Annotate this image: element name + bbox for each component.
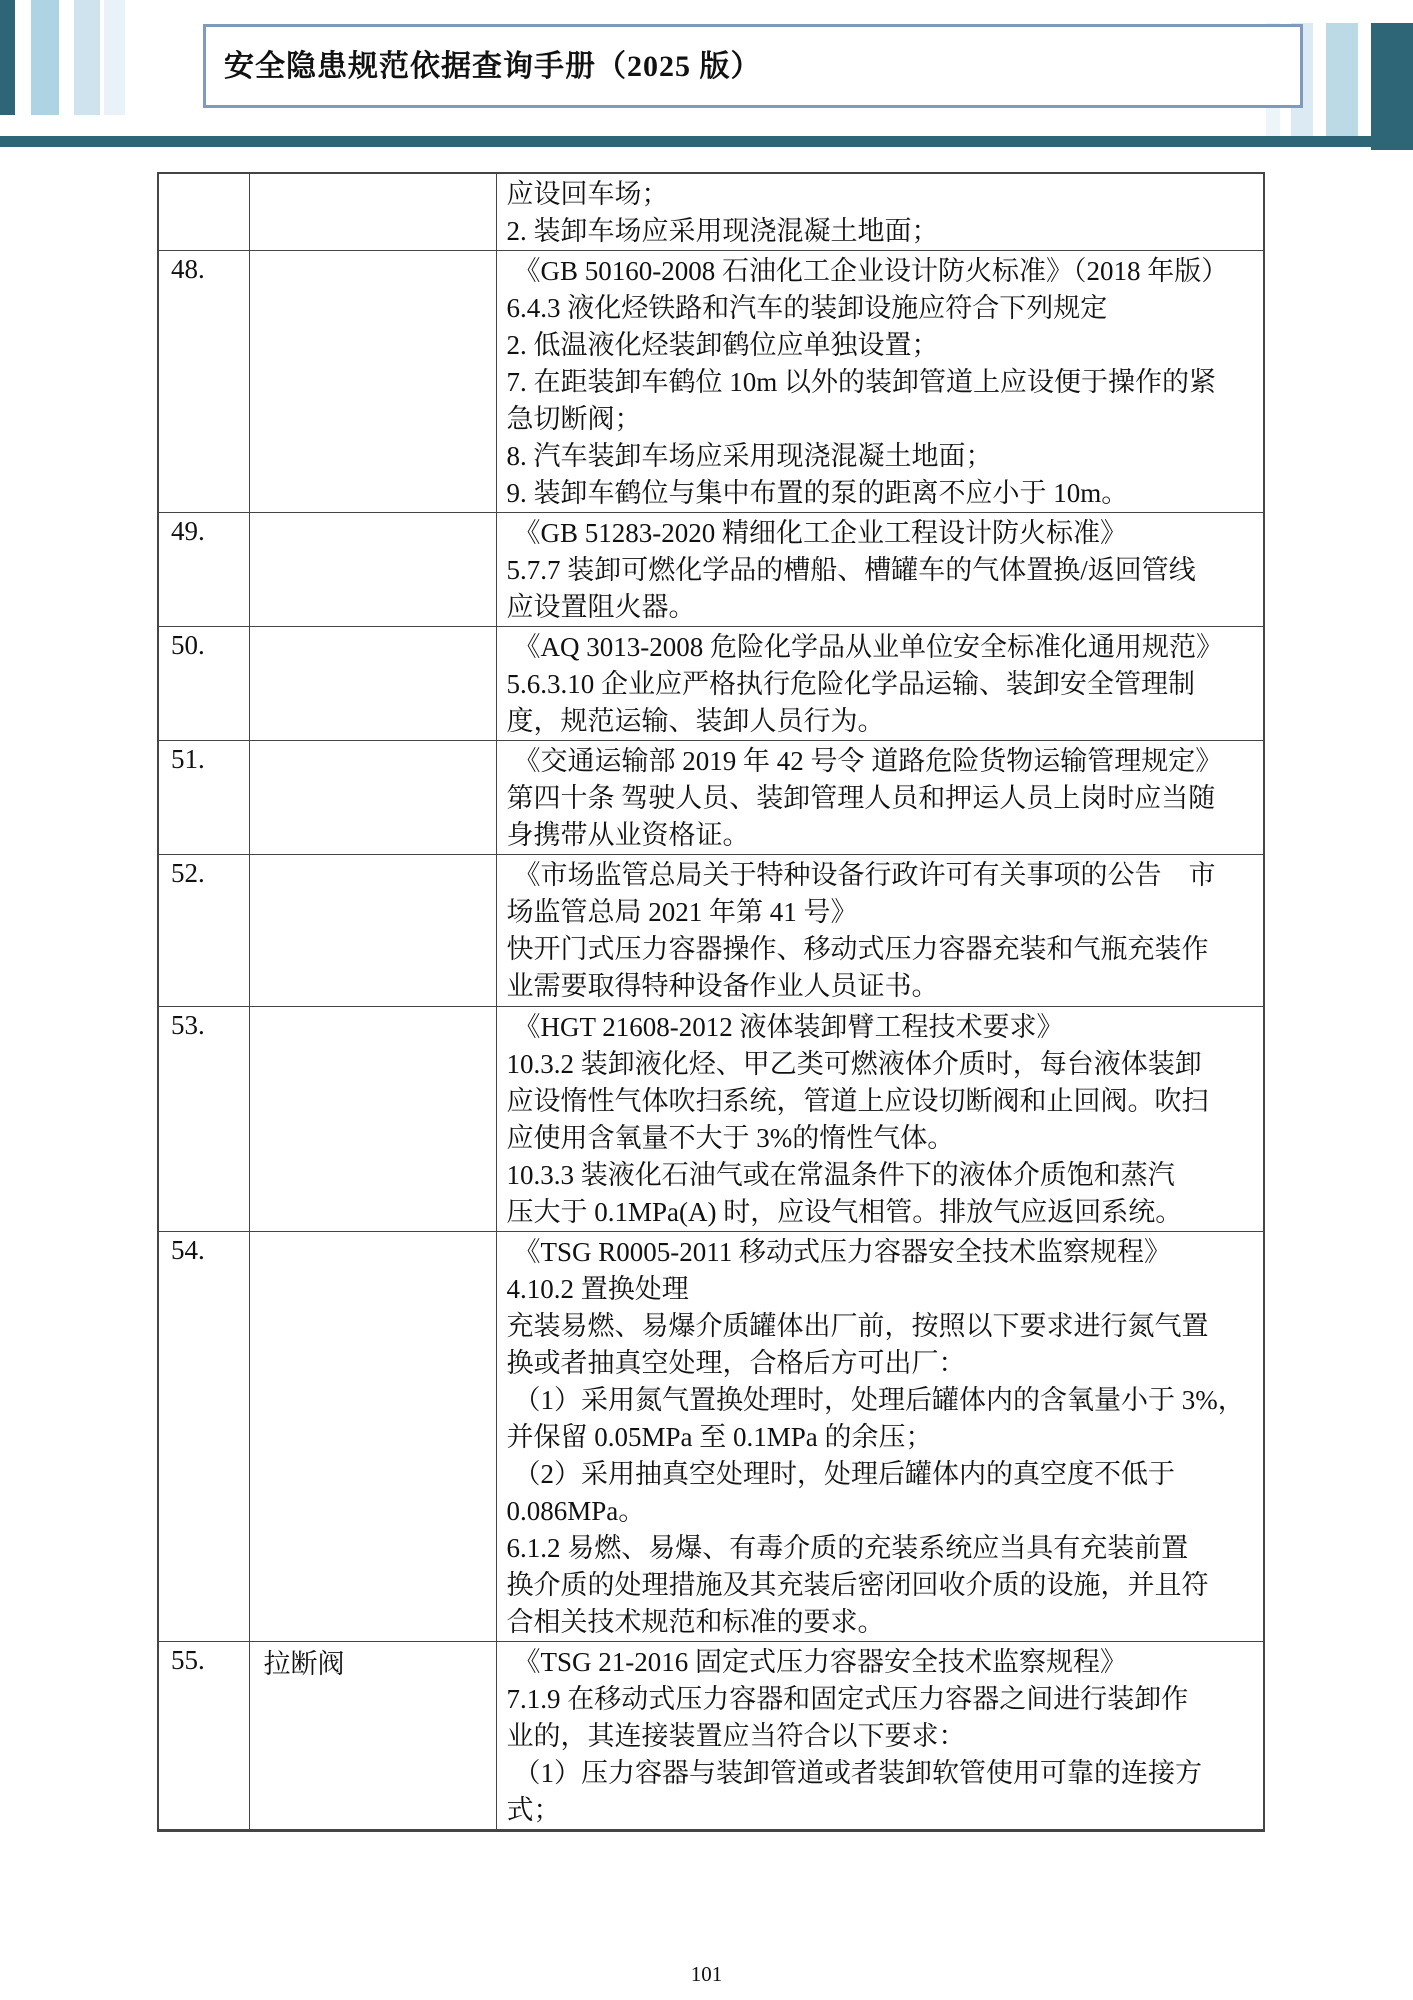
content-line: 合相关技术规范和标准的要求。 [506,1607,885,1637]
content-line: 5.7.7 装卸可燃化学品的槽船、槽罐车的气体置换/返回管线 [506,555,1196,585]
table-row [158,1642,1264,1831]
content-line: 9. 装卸车鹤位与集中布置的泵的距离不应小于 10m。 [506,478,1129,508]
category-cell [249,173,496,251]
content-line: 快开门式压力容器操作、移动式压力容器充装和气瓶充装作 [506,934,1209,964]
content-line: 《TSG 21-2016 固定式压力容器安全技术监察规程》 [513,1647,1127,1677]
content-cell [496,1232,1264,1642]
table-row [158,627,1264,741]
table-row [158,1007,1264,1232]
content-line: 2. 低温液化烃装卸鹤位应单独设置； [506,330,939,360]
content-line: 7.1.9 在移动式压力容器和固定式压力容器之间进行装卸作 [506,1684,1189,1714]
row-number-cell: 55. [158,1642,249,1831]
content-line: 应设置阻火器。 [506,592,696,622]
left-accent-bar-medium [31,0,59,115]
category-cell [249,513,496,627]
content-line: 10.3.2 装卸液化烃、甲乙类可燃液体介质时，每台液体装卸 [506,1049,1202,1079]
row-number-cell: 49. [158,513,249,627]
header-title-box [203,24,1303,108]
content-line: 《GB 50160-2008 石油化工企业设计防火标准》（2018 年版） [513,256,1229,286]
left-accent-bar-light [74,0,100,115]
table-row [158,251,1264,513]
content-line: 2. 装卸车场应采用现浇混凝土地面； [506,216,939,246]
content-line: 第四十条 驾驶人员、装卸管理人员和押运人员上岗时应当随 [506,783,1216,813]
content-cell [496,741,1264,855]
content-line: 0.086MPa。 [506,1496,646,1526]
table-row [158,741,1264,855]
content-line: 急切断阀； [506,404,642,434]
content-line: 压大于 0.1MPa(A) 时，应设气相管。排放气应返回系统。 [506,1197,1183,1227]
right-accent-block [1371,23,1413,150]
content-cell [496,513,1264,627]
content-line: 8. 汽车装卸车场应采用现浇混凝土地面； [506,441,993,471]
content-cell [496,627,1264,741]
content-line: 并保留 0.05MPa 至 0.1MPa 的余压； [506,1422,933,1452]
category-cell [249,855,496,1007]
content-line: （1）采用氮气置换处理时，处理后罐体内的含氧量小于 3%， [513,1385,1245,1415]
row-number-cell: 48. [158,251,249,513]
content-line: 业的，其连接装置应当符合以下要求： [506,1721,966,1751]
regulations-table-body [158,173,1264,1831]
row-number-cell: 53. [158,1007,249,1232]
header-rule [0,136,1413,147]
row-number-cell: 52. [158,855,249,1007]
row-number-cell: 50. [158,627,249,741]
left-accent-bar-faint [104,0,125,115]
content-cell [496,173,1264,251]
content-line: 7. 在距装卸车鹤位 10m 以外的装卸管道上应设便于操作的紧 [506,367,1217,397]
content-line: 10.3.3 装液化石油气或在常温条件下的液体介质饱和蒸汽 [506,1160,1175,1190]
content-line: 《AQ 3013-2008 危险化学品从业单位安全标准化通用规范》 [513,632,1223,662]
category-cell [249,627,496,741]
table-row [158,855,1264,1007]
content-line: 充装易燃、易爆介质罐体出厂前，按照以下要求进行氮气置 [506,1311,1209,1341]
content-cell [496,1007,1264,1232]
content-line: 式； [506,1795,561,1825]
left-accent-bar-dark [0,0,15,115]
row-number-cell: 54. [158,1232,249,1642]
content-line: 《TSG R0005-2011 移动式压力容器安全技术监察规程》 [513,1237,1172,1267]
content-line: 6.4.3 液化烃铁路和汽车的装卸设施应符合下列规定 [506,293,1108,323]
table-row [158,513,1264,627]
content-line: 身携带从业资格证。 [506,820,750,850]
table-row [158,1232,1264,1642]
content-line: （1）压力容器与装卸管道或者装卸软管使用可靠的连接方 [513,1758,1202,1788]
content-line: 5.6.3.10 企业应严格执行危险化学品运输、装卸安全管理制 [506,669,1195,699]
right-accent-bar-medium [1326,23,1358,137]
content-line: 4.10.2 置换处理 [506,1274,689,1304]
content-line: 《HGT 21608-2012 液体装卸臂工程技术要求》 [513,1012,1064,1042]
category-cell [249,1007,496,1232]
content-line: 换或者抽真空处理，合格后方可出厂： [506,1348,966,1378]
content-line: 应使用含氧量不大于 3%的惰性气体。 [506,1123,955,1153]
content-line: 《市场监管总局关于特种设备行政许可有关事项的公告 市 [513,860,1216,890]
content-line: 场监管总局 2021 年第 41 号》 [506,897,858,927]
content-line: 6.1.2 易燃、易爆、有毒介质的充装系统应当具有充装前置 [506,1533,1189,1563]
content-line: 《交通运输部 2019 年 42 号令 道路危险货物运输管理规定》 [513,746,1223,776]
regulations-table [157,172,1265,1832]
content-line: 应设回车场； [506,179,669,209]
category-cell [249,741,496,855]
content-line: （2）采用抽真空处理时，处理后罐体内的真空度不低于 [513,1459,1175,1489]
content-line: 《GB 51283-2020 精细化工企业工程设计防火标准》 [513,518,1127,548]
content-cell [496,251,1264,513]
content-line: 应设惰性气体吹扫系统，管道上应设切断阀和止回阀。吹扫 [506,1086,1209,1116]
page-title: 安全隐患规范依据查询手册（2025 版） [224,50,762,83]
row-number-cell: 51. [158,741,249,855]
content-cell [496,1642,1264,1831]
table-row [158,173,1264,251]
content-cell [496,855,1264,1007]
content-line: 业需要取得特种设备作业人员证书。 [506,971,939,1001]
content-line: 换介质的处理措施及其充装后密闭回收介质的设施，并且符 [506,1570,1209,1600]
content-line: 度，规范运输、装卸人员行为。 [506,706,885,736]
row-number-cell [158,173,249,251]
page-number: 101 [690,1962,723,1986]
category-cell [249,1232,496,1642]
category-cell [249,251,496,513]
category-cell: 拉断阀 [249,1642,496,1831]
